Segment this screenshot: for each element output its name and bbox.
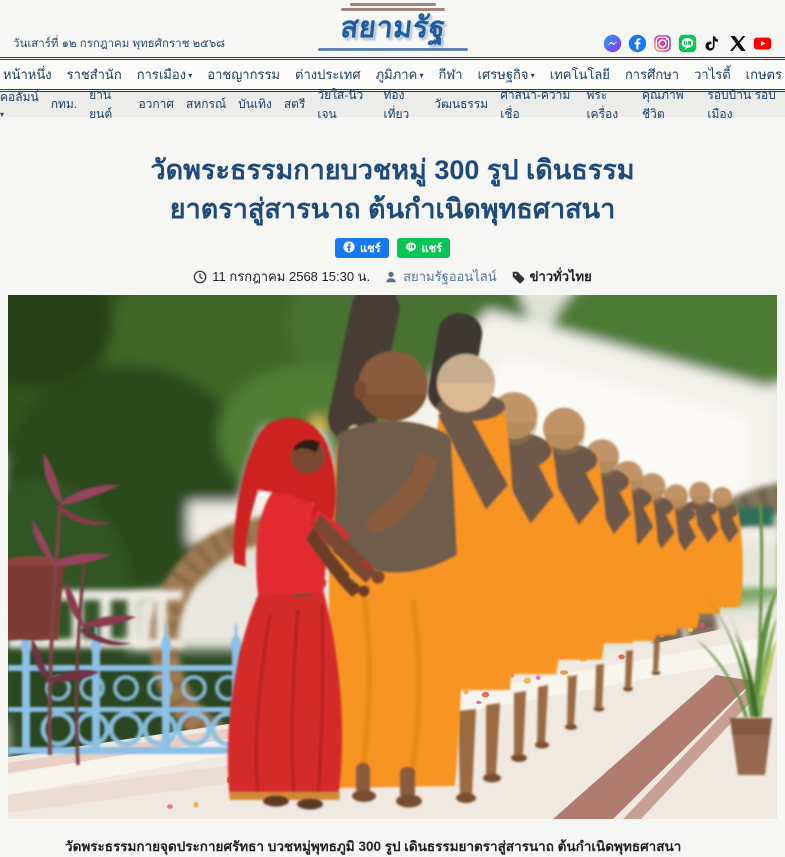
share-facebook-button[interactable] [335,238,388,258]
primary-nav-item-8[interactable]: เศรษฐกิจ ▾ [477,67,535,82]
social-tiktok-icon[interactable] [703,34,722,53]
line-icon [405,241,417,256]
secondary-nav-item-2[interactable]: กทม. [50,97,78,111]
primary-nav-item-10[interactable]: การศึกษา [624,67,680,82]
primary-nav-item-3[interactable]: การเมือง ▾ [136,67,193,82]
primary-nav-item-6[interactable]: ภูมิภาค ▾ [375,67,424,82]
logo-top-text-2 [341,8,445,11]
tag-link[interactable]: ข่าวทั่วไทย [529,269,592,285]
primary-nav-item-1[interactable]: หน้าหนึ่ง [3,67,52,82]
primary-nav-item-12[interactable]: เกษตร [745,67,782,82]
social-instagram-icon[interactable] [653,34,672,53]
social-youtube-icon[interactable] [753,34,772,53]
social-facebook-icon[interactable] [628,34,647,53]
article-headline [73,151,713,229]
secondary-nav-item-14[interactable]: รอบบ้าน รอบเมือง [707,87,776,121]
article-meta [0,266,785,287]
share-buttons [0,238,785,258]
chevron-down-icon: ▾ [0,110,5,119]
primary-nav-item-7[interactable]: กีฬา [438,67,463,82]
social-messenger-icon[interactable] [603,34,622,53]
share-line-button[interactable] [397,238,450,258]
article-photo [8,295,777,819]
secondary-nav-item-3[interactable]: ยานยนต์ [89,87,113,121]
chevron-down-icon: ▾ [528,71,535,80]
logo-top-text [350,3,436,6]
site-logo[interactable] [318,1,468,53]
masthead-date: วันเสาร์ที่ ๑๒ กรกฎาคม พุทธศักราช ๒๕๖๘ [13,38,226,50]
secondary-nav-item-7[interactable]: สตรี [283,97,306,111]
share-button-label: แชร์ [421,243,442,256]
secondary-nav-item-8[interactable]: วัยใส-นิวเจน [317,87,364,121]
primary-nav-item-4[interactable]: อาชญากรรม [207,67,280,82]
masthead [0,0,785,57]
author-icon [384,270,398,284]
tag-icon [511,270,525,284]
primary-nav-item-2[interactable]: ราชสำนัก [66,67,122,82]
secondary-nav-item-1[interactable]: คอลัมน์ ▾ [0,90,39,119]
headline-line-2: ยาตราสู่สารนาถ ต้นกำเนิดพุทธศาสนา [169,194,616,225]
social-line-icon[interactable] [678,34,697,53]
article [0,151,785,857]
secondary-nav-item-12[interactable]: พระเครื่อง [586,87,619,121]
secondary-nav-item-5[interactable]: สหกรณ์ [186,97,227,111]
logo-tagline [318,48,468,52]
secondary-nav-item-6[interactable]: บันเทิง [238,97,272,111]
headline-line-1: วัดพระธรรมกายบวชหมู่ 300 รูป เดินธรรม [150,155,635,185]
secondary-nav-item-13[interactable]: คุณภาพชีวิต [641,87,684,121]
chevron-down-icon: ▾ [417,71,424,80]
clock-icon [193,270,207,284]
secondary-nav [0,87,785,121]
chevron-down-icon: ▾ [186,71,193,80]
author-link[interactable]: สยามรัฐออนไลน์ [403,269,497,285]
primary-nav-item-11[interactable]: วาไรตี้ [694,67,731,82]
share-button-label: แชร์ [360,243,381,256]
secondary-nav-item-9[interactable]: ท่องเที่ยว [383,87,410,121]
social-x-icon[interactable] [728,34,747,53]
secondary-nav-item-10[interactable]: วัฒนธรรม [434,97,489,111]
secondary-nav-item-4[interactable]: อวกาศ [138,97,175,111]
photo-caption: วัดพระธรรมกายจุดประกายศรัทธา บวชหมู่พุทธภูมิ 300 รูป เดินธรรมยาตราสู่สารนาถ ต้นกำเนิดพุทธศาสนา [65,839,682,855]
logo-wordmark: สยามรัฐ [338,12,447,44]
secondary-nav-item-11[interactable]: ศาสนา-ความเชื่อ [500,87,571,121]
primary-nav-item-9[interactable]: เทคโนโลยี [549,67,610,82]
primary-nav-item-5[interactable]: ต่างประเทศ [295,67,361,82]
published-datetime: 11 กรกฎาคม 2568 15:30 น. [212,269,371,285]
facebook-icon [343,241,355,256]
social-links [603,34,772,53]
